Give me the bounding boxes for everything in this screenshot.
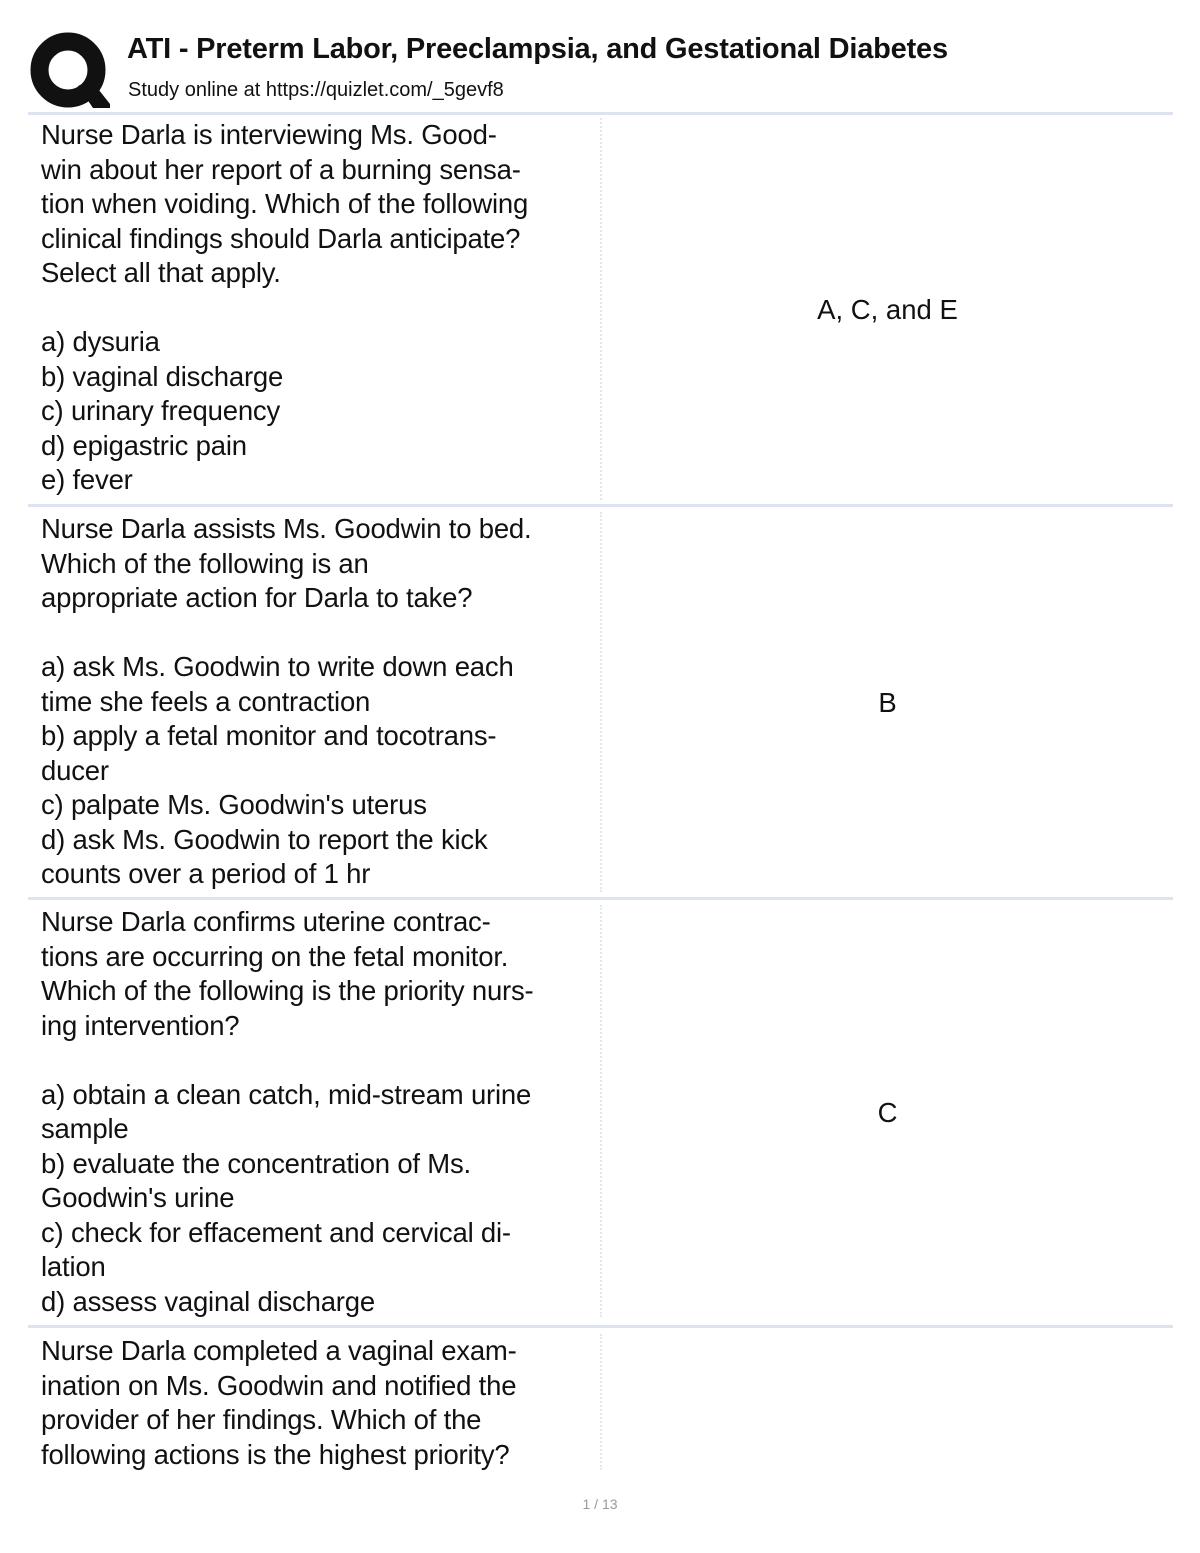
card-question: Nurse Darla is interviewing Ms. Good- win about her report of a burning sensa- tion when voiding. Which of the following clinical findings should Darla anticipate? Select all that apply. a) dysuria b) vaginal discharge c) urinary frequency d) epigastric pain e) fever (41, 119, 529, 495)
header-divider (28, 112, 1173, 115)
row-divider (28, 897, 1173, 900)
card-question: Nurse Darla completed a vaginal exam- ination on Ms. Goodwin and notified the provider of her findings. Which of the following actions is the highest priority? (41, 1335, 517, 1470)
card-question: Nurse Darla confirms uterine contrac- tions are occurring on the fetal monitor. Which of the following is the priority nurs- ing intervention? a) obtain a clean catch, mid-stream urine sample b) evaluate the concentration of Ms. Goodwin's urine c) check for effacement and cervical di- lation d) assess vaginal discharge (41, 906, 534, 1317)
card-question: Nurse Darla assists Ms. Goodwin to bed. Which of the following is an appropriate action for Darla to take? a) ask Ms. Goodwin to write down each time she feels a contraction b) apply a fetal monitor and tocotrans- ducer c) palpate Ms. Goodwin's uterus d) ask Ms. Goodwin to report the kick counts over a period of 1 hr (41, 513, 532, 889)
flashcard-row (28, 1334, 1173, 1472)
study-online-link[interactable]: Study online at https://quizlet.com/_5gevf8 (128, 79, 504, 101)
row-divider (28, 1325, 1173, 1328)
column-divider (600, 1334, 602, 1470)
page-number: 1 / 13 (582, 1496, 618, 1512)
card-answer: C (877, 1097, 898, 1128)
page-title: ATI - Preterm Labor, Preeclampsia, and Gestational Diabetes (127, 33, 948, 65)
card-answer: A, C, and E (817, 294, 958, 325)
flashcard-row (28, 512, 1173, 894)
quizlet-logo-icon (28, 30, 110, 112)
flashcard-row (28, 905, 1173, 1319)
row-divider (28, 504, 1173, 507)
card-answer: B (878, 687, 897, 718)
flashcard-row (28, 118, 1173, 502)
document-header (28, 26, 1173, 112)
